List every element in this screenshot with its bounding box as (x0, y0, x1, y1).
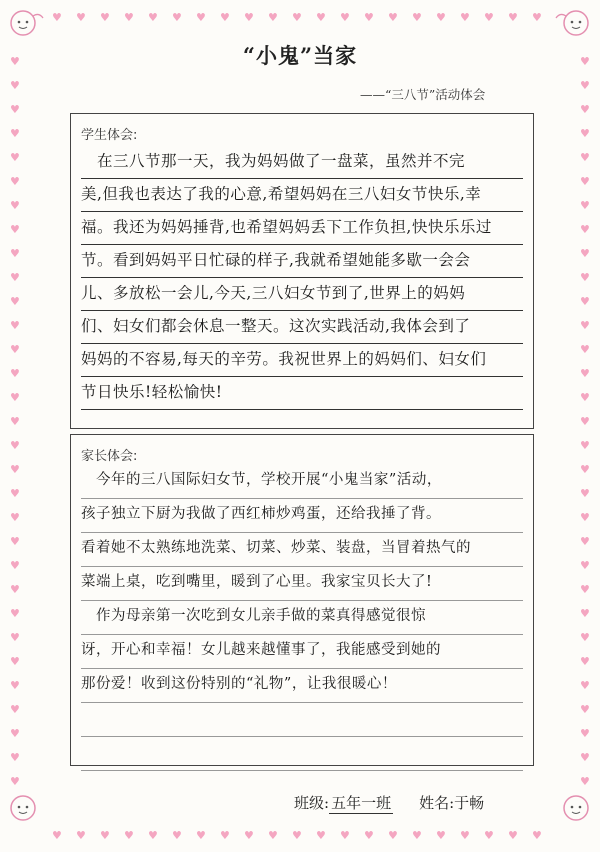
heart-icon: ♥ (316, 11, 326, 24)
heart-icon: ♥ (220, 829, 230, 842)
heart-icon: ♥ (580, 127, 590, 140)
heart-icon: ♥ (244, 11, 254, 24)
heart-icon: ♥ (244, 829, 254, 842)
student-lines (81, 146, 523, 410)
heart-icon: ♥ (316, 829, 326, 842)
heart-icon: ♥ (508, 829, 518, 842)
page-subtitle: ——“三八节”活动体会 (360, 87, 486, 102)
class-value: 五年一班 (331, 794, 392, 812)
heart-icon: ♥ (412, 829, 422, 842)
heart-icon: ♥ (580, 151, 590, 164)
heart-icon: ♥ (580, 559, 590, 572)
parent-section-label: 家长体会: (81, 449, 138, 464)
heart-icon: ♥ (580, 679, 590, 692)
heart-icon: ♥ (580, 535, 590, 548)
heart-icon: ♥ (76, 829, 86, 842)
heart-icon: ♥ (148, 11, 158, 24)
heart-icon: ♥ (148, 829, 158, 842)
heart-icon: ♥ (10, 607, 20, 620)
heart-icon: ♥ (10, 631, 20, 644)
student-section-label: 学生体会: (81, 128, 138, 143)
text-line: 在三八节那一天，我为妈妈做了一盘菜，虽然并不完 (81, 146, 523, 179)
heart-icon: ♥ (484, 11, 494, 24)
heart-icon: ♥ (580, 271, 590, 284)
heart-icon: ♥ (10, 439, 20, 452)
heart-icon: ♥ (580, 607, 590, 620)
heart-icon: ♥ (10, 415, 20, 428)
heart-icon: ♥ (10, 295, 20, 308)
heart-icon: ♥ (460, 11, 470, 24)
heart-icon: ♥ (10, 583, 20, 596)
heart-icon: ♥ (52, 829, 62, 842)
heart-icon: ♥ (10, 511, 20, 524)
heart-icon: ♥ (580, 775, 590, 788)
heart-icon: ♥ (532, 11, 542, 24)
text-line: 菜端上桌，吃到嘴里，暖到了心里。我家宝贝长大了! (81, 567, 523, 601)
text-line: 妈妈的不容易,每天的辛劳。我祝世界上的妈妈们、妇女们 (81, 344, 523, 377)
text-line (81, 703, 523, 737)
name-label: 姓名: (419, 794, 455, 812)
heart-icon: ♥ (580, 199, 590, 212)
text-line: 节。看到妈妈平日忙碌的样子,我就希望她能多歇一会会 (81, 245, 523, 278)
heart-icon: ♥ (436, 829, 446, 842)
heart-icon: ♥ (412, 11, 422, 24)
child-doodle-icon (552, 6, 596, 42)
heart-icon: ♥ (340, 11, 350, 24)
parent-reflection-box (70, 434, 534, 766)
heart-icon: ♥ (10, 535, 20, 548)
heart-icon: ♥ (580, 103, 590, 116)
heart-icon: ♥ (100, 11, 110, 24)
heart-icon: ♥ (580, 655, 590, 668)
text-line (81, 737, 523, 771)
heart-icon: ♥ (10, 79, 20, 92)
heart-icon: ♥ (580, 727, 590, 740)
heart-icon: ♥ (580, 511, 590, 524)
heart-icon: ♥ (220, 11, 230, 24)
heart-icon: ♥ (52, 11, 62, 24)
text-line: 们、妇女们都会休息一整天。这次实践活动,我体会到了 (81, 311, 523, 344)
text-line: 讶，开心和幸福！女儿越来越懂事了，我能感受到她的 (81, 635, 523, 669)
heart-icon: ♥ (460, 829, 470, 842)
heart-icon: ♥ (340, 829, 350, 842)
heart-icon: ♥ (10, 127, 20, 140)
heart-icon: ♥ (196, 11, 206, 24)
text-line: 孩子独立下厨为我做了西红柿炒鸡蛋，还给我捶了背。 (81, 499, 523, 533)
heart-icon: ♥ (364, 11, 374, 24)
heart-icon: ♥ (268, 11, 278, 24)
heart-icon: ♥ (10, 223, 20, 236)
heart-icon: ♥ (436, 11, 446, 24)
student-reflection-box (70, 113, 534, 429)
heart-icon: ♥ (76, 11, 86, 24)
heart-icon: ♥ (10, 727, 20, 740)
heart-icon: ♥ (580, 415, 590, 428)
heart-icon: ♥ (10, 199, 20, 212)
heart-icon: ♥ (10, 247, 20, 260)
heart-icon: ♥ (10, 703, 20, 716)
heart-icon: ♥ (580, 175, 590, 188)
heart-icon: ♥ (580, 439, 590, 452)
text-line: 作为母亲第一次吃到女儿亲手做的菜真得感觉很惊 (81, 601, 523, 635)
heart-icon: ♥ (292, 11, 302, 24)
heart-icon: ♥ (172, 11, 182, 24)
heart-icon: ♥ (580, 703, 590, 716)
heart-icon: ♥ (10, 463, 20, 476)
heart-icon: ♥ (10, 319, 20, 332)
parent-lines (81, 465, 523, 771)
heart-icon: ♥ (10, 751, 20, 764)
heart-icon: ♥ (10, 559, 20, 572)
text-line: 美,但我也表达了我的心意,希望妈妈在三八妇女节快乐,幸 (81, 179, 523, 212)
heart-icon: ♥ (10, 343, 20, 356)
text-line: 那份爱！收到这份特别的“礼物”，让我很暖心！ (81, 669, 523, 703)
heart-icon: ♥ (292, 829, 302, 842)
heart-icon: ♥ (10, 391, 20, 404)
heart-icon: ♥ (10, 367, 20, 380)
heart-icon: ♥ (580, 487, 590, 500)
text-line: 儿、多放松一会儿,今天,三八妇女节到了,世界上的妈妈 (81, 278, 523, 311)
heart-icon: ♥ (10, 175, 20, 188)
heart-icon: ♥ (580, 751, 590, 764)
heart-icon: ♥ (532, 829, 542, 842)
child-doodle-icon (552, 790, 596, 826)
page-title: “小鬼”当家 (242, 43, 358, 68)
heart-icon: ♥ (10, 655, 20, 668)
heart-icon: ♥ (580, 55, 590, 68)
heart-icon: ♥ (580, 295, 590, 308)
text-line: 今年的三八国际妇女节，学校开展“小鬼当家”活动， (81, 465, 523, 499)
heart-icon: ♥ (508, 11, 518, 24)
heart-icon: ♥ (172, 829, 182, 842)
child-doodle-icon (3, 6, 47, 42)
heart-icon: ♥ (484, 829, 494, 842)
heart-icon: ♥ (364, 829, 374, 842)
heart-icon: ♥ (580, 223, 590, 236)
heart-icon: ♥ (580, 463, 590, 476)
heart-icon: ♥ (10, 103, 20, 116)
heart-icon: ♥ (124, 829, 134, 842)
heart-icon: ♥ (10, 271, 20, 284)
heart-icon: ♥ (580, 367, 590, 380)
heart-icon: ♥ (580, 583, 590, 596)
heart-icon: ♥ (580, 247, 590, 260)
heart-icon: ♥ (196, 829, 206, 842)
signature-footer (294, 792, 484, 814)
heart-icon: ♥ (10, 487, 20, 500)
name-value: 于畅 (454, 794, 485, 812)
heart-icon: ♥ (124, 11, 134, 24)
heart-icon: ♥ (388, 11, 398, 24)
heart-icon: ♥ (10, 775, 20, 788)
text-line: 看着她不太熟练地洗菜、切菜、炒菜、装盘，当冒着热气的 (81, 533, 523, 567)
heart-icon: ♥ (580, 631, 590, 644)
heart-icon: ♥ (580, 343, 590, 356)
heart-icon: ♥ (580, 391, 590, 404)
heart-icon: ♥ (100, 829, 110, 842)
heart-icon: ♥ (388, 829, 398, 842)
heart-icon: ♥ (10, 55, 20, 68)
heart-icon: ♥ (580, 79, 590, 92)
heart-icon: ♥ (10, 151, 20, 164)
child-doodle-icon (3, 790, 47, 826)
heart-icon: ♥ (268, 829, 278, 842)
text-line: 福。我还为妈妈捶背,也希望妈妈丢下工作负担,快快乐乐过 (81, 212, 523, 245)
heart-icon: ♥ (10, 679, 20, 692)
heart-icon: ♥ (580, 319, 590, 332)
class-label: 班级: (294, 794, 330, 812)
text-line: 节日快乐!轻松愉快! (81, 377, 523, 410)
